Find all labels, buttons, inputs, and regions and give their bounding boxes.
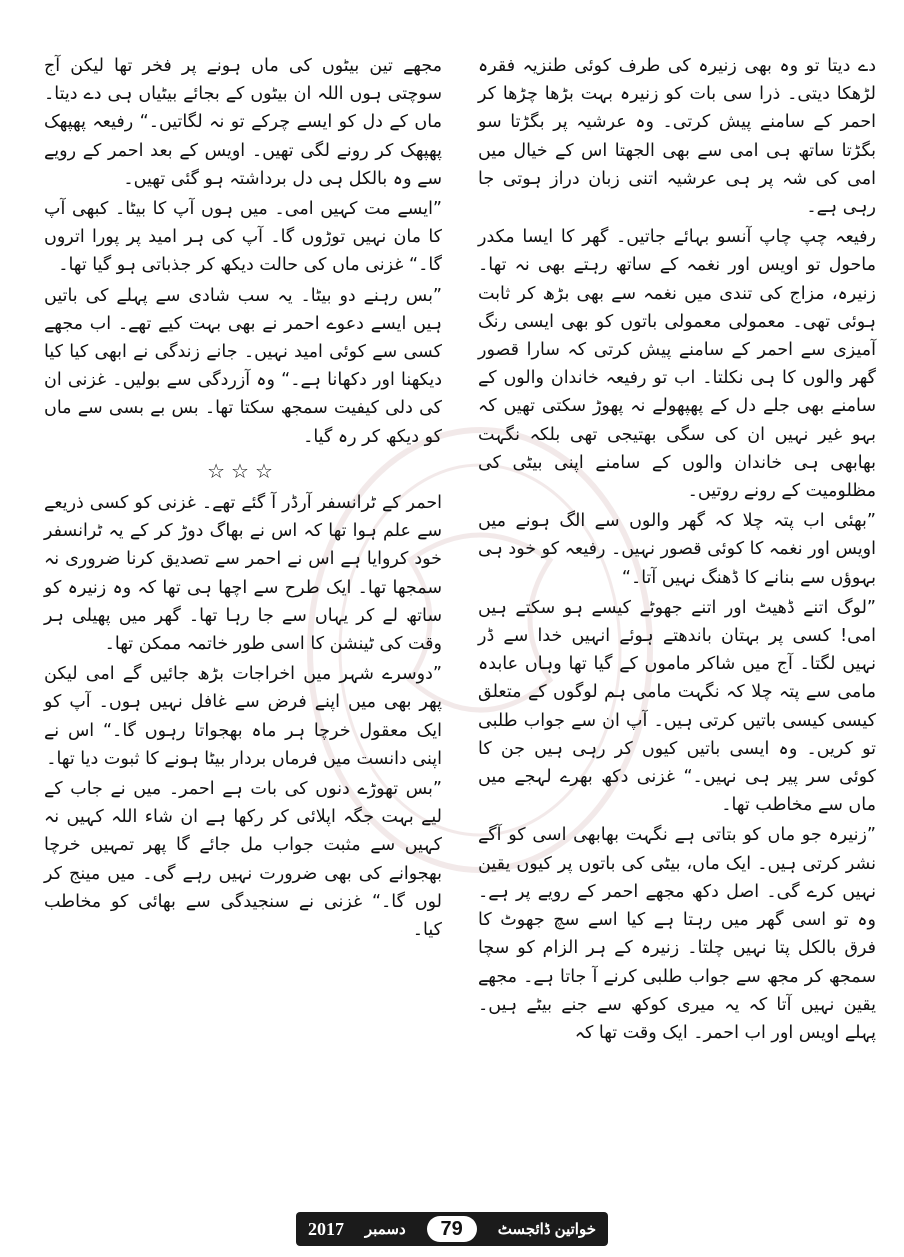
paragraph: مجھے تین بیٹوں کی ماں ہونے پر فخر تھا لیکن آج سوچتی ہوں اللہ ان بیٹوں کے بجائے بیٹیاں ہی دے دیتا۔ ماں کے دل کو ایسے چرکے تو نہ لگاتیں۔“ رفیعہ پھپھک پھپھک کر رونے لگی تھیں۔ اویس کے بعد احمر کے رویے سے وہ بالکل ہی دل برداشتہ ہو گئی تھیں۔ [44, 56, 442, 189]
right-column [478, 52, 876, 1049]
paragraph: ”بس تھوڑے دنوں کی بات ہے احمر۔ میں نے جاب کے لیے بہت جگہ اپلائی کر رکھا ہے ان شاء اللہ کہیں نہ کہیں سے مثبت جواب مل جائے گا پھر تمہیں خرچا بھجوانے کی بھی ضرورت نہیں رہے گی۔ میں مینج کر لوں گا۔“ غزنی نے سنجیدگی سے بھائی کو مخاطب کیا۔ [44, 779, 442, 941]
paragraph: ”بھئی اب پتہ چلا کہ گھر والوں سے الگ ہونے میں اویس اور نغمہ کا کوئی قصور نہیں۔ رفیعہ کو خود ہی بہوؤں سے بنانے کا ڈھنگ نہیں آتا۔“ [478, 511, 876, 588]
page-footer [296, 1212, 608, 1246]
paragraph: ”بس رہنے دو بیٹا۔ یہ سب شادی سے پہلے کی باتیں ہیں ایسے دعوے احمر نے بھی بہت کیے تھے۔ اب مجھے کسی سے کوئی امید نہیں۔ جانے زندگی نے ابھی کیا کیا دیکھنا اور دکھانا ہے۔“ وہ آزردگی سے بولیں۔ غزنی ان کی دلی کیفیت سمجھ سکتا تھا۔ بس بے بسی سے ماں کو دیکھ کر رہ گیا۔ [44, 285, 442, 447]
paragraph: ”دوسرے شہر میں اخراجات بڑھ جائیں گے امی لیکن پھر بھی میں اپنے فرض سے غافل نہیں ہوں۔ آپ کو ایک معقول خرچا ہر ماہ بھجواتا رہوں گا۔“ اس نے اپنی دانست میں فرماں بردار بیٹا ہونے کا ثبوت دیا تھا۔ [44, 664, 442, 769]
magazine-logo: خواتین ڈائجسٹ [497, 1221, 596, 1238]
page-number: 79 [427, 1216, 477, 1242]
paragraph: ”ایسے مت کہیں امی۔ میں ہوں آپ کا بیٹا۔ کبھی آپ کا مان نہیں توڑوں گا۔ آپ کی ہر امید پر پورا اتروں گا۔“ غزنی ماں کی حالت دیکھ کر جذباتی ہو گیا تھا۔ [44, 199, 442, 276]
paragraph: احمر کے ٹرانسفر آرڈر آ گئے تھے۔ غزنی کو کسی ذریعے سے علم ہوا تھا کہ اس نے بھاگ دوڑ کر کے یہ ٹرانسفر خود کروایا ہے اس نے احمر سے تصدیق کرنا ضروری نہ سمجھا تھا۔ ایک طرح سے اچھا ہی تھا کہ وہ زنیرہ کو ساتھ لے کر یہاں سے جا رہا تھا۔ گھر میں پھیلی ہر وقت کی ٹینشن کا اسی طور خاتمہ ممکن تھا۔ [44, 493, 442, 655]
issue-year: 2017 [308, 1218, 344, 1239]
paragraph: ”زنیرہ جو ماں کو بتاتی ہے نگہت بھابھی اسی کو آگے نشر کرتی ہیں۔ ایک ماں، بیٹی کی باتوں پر کیوں یقین نہیں کرے گی۔ اصل دکھ مجھے احمر کے رویے پر ہے۔ وہ تو اسی گھر میں رہتا ہے کیا اسے سچ جھوٹ کا فرق بالکل پتا نہیں چلتا۔ زنیرہ کے ہر الزام کو سچا سمجھ کر مجھ سے جواب طلبی کرنے آ جاتا ہے۔ مجھے یقین نہیں آتا کہ یہ میری کوکھ سے جنے بیٹے ہیں۔ پہلے اویس اور اب احمر۔ ایک وقت تھا کہ [478, 825, 876, 1043]
paragraph: دے دیتا تو وہ بھی زنیرہ کی طرف کوئی طنزیہ فقرہ لڑھکا دیتی۔ ذرا سی بات کو زنیرہ بہت بڑھا چڑھا کر احمر کے سامنے پیش کرتی۔ وہ عرشیہ پر بگڑتا سو بگڑتا ساتھ ہی امی سے بھی الجھتا اس کے خیال میں امی کی شہ پر ہی عرشیہ اتنی زبان دراز ہوتی جا رہی ہے۔ [478, 56, 876, 218]
issue-month: دسمبر [364, 1221, 406, 1238]
paragraph: ”لوگ اتنے ڈھیٹ اور اتنے جھوٹے کیسے ہو سکتے ہیں امی! کسی پر بہتان باندھتے ہوئے انہیں خدا سے ڈر نہیں لگتا۔ آج میں شاکر ماموں کے گیا تھا وہاں عابدہ مامی سے پتہ چلا کہ نگہت مامی ہم لوگوں کے متعلق کیسی کیسی باتیں کرتی ہیں۔ آپ ان سے جواب طلبی تو کریں۔ وہ ایسی باتیں کیوں کر رہی ہیں جن کا کوئی سر پیر ہی نہیں۔“ غزنی دکھ بھرے لہجے میں ماں سے مخاطب تھا۔ [478, 597, 876, 816]
paragraph: رفیعہ چپ چاپ آنسو بہائے جاتیں۔ گھر کا ایسا مکدر ماحول تو اویس اور نغمہ کے ساتھ رہتے بھی نہ تھا۔ زنیرہ، مزاج کی تندی میں نغمہ سے بھی بڑھ کر ثابت ہوئی تھی۔ معمولی معمولی باتوں کو بھی ایسی رنگ آمیزی سے احمر کے سامنے پیش کرتی کہ سارا قصور گھر والوں کا ہی نکلتا۔ اب تو رفیعہ خاندان والوں کے سامنے بھی جلے دل کے پھپھولے نہ پھوڑ سکتی تھیں کہ بہو غیر نہیں ان کی سگی بھتیجی تھی بلکہ نگہت بھابھی ہی خاندان والوں کے سامنے اپنی بیٹی کی مظلومیت کے رونے روتیں۔ [478, 227, 876, 502]
section-separator-stars: ☆☆☆ [207, 458, 279, 483]
left-column [44, 52, 442, 946]
